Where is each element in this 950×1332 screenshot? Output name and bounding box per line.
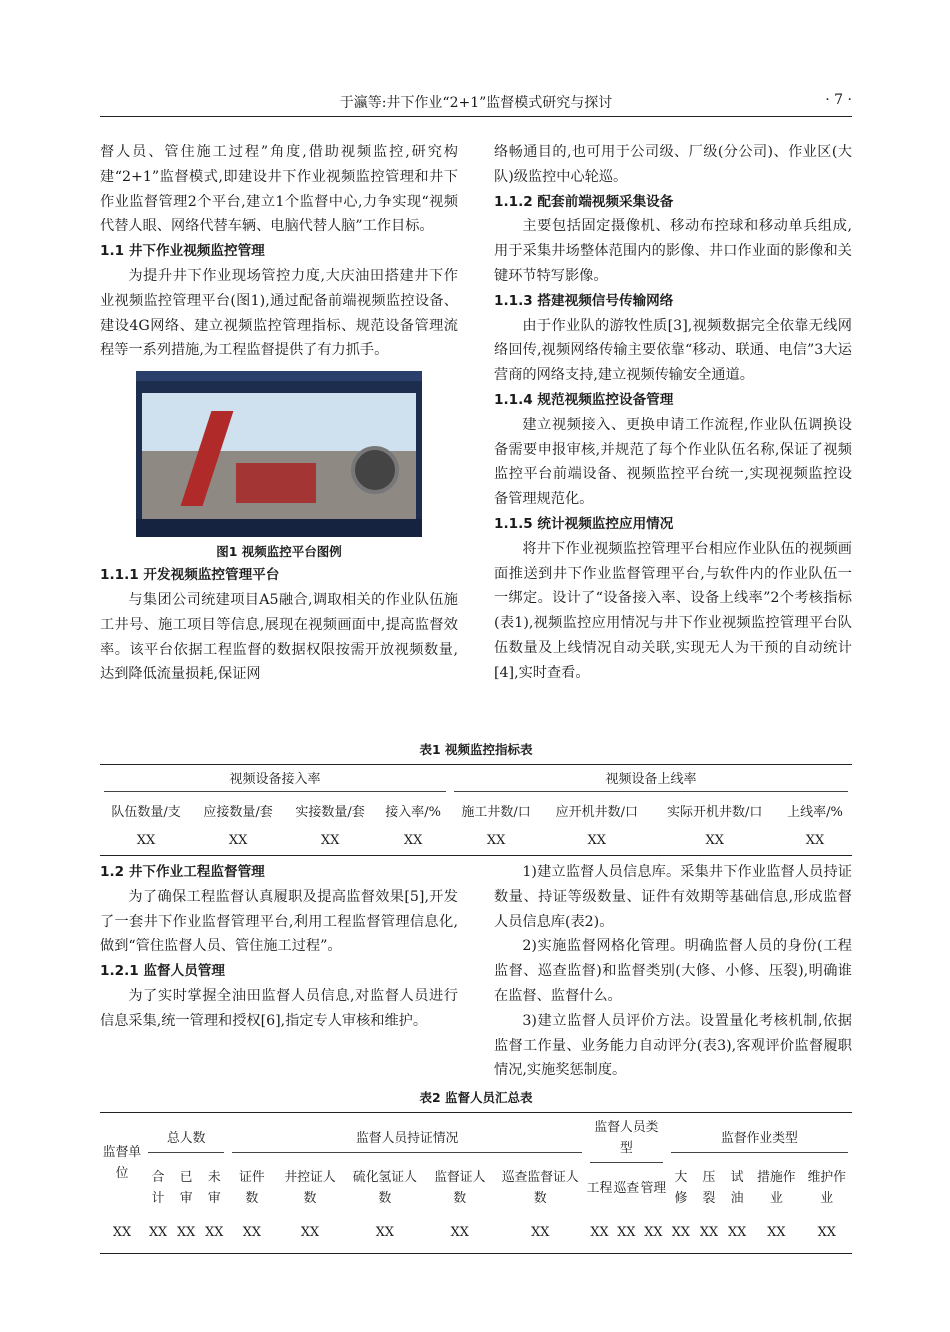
table1-header: 应接数量/套 [203,804,273,820]
table2-group: 总人数 [144,1113,228,1164]
table2-cell: XX [450,1225,469,1241]
table2-unit-header: 监督单位 [102,1145,142,1181]
right-text [494,140,852,686]
table2-header: 已审 [179,1170,193,1206]
left-column [100,140,458,687]
table2-header: 压裂 [702,1170,716,1206]
section-heading: 1.2.1 监督人员管理 [100,963,225,980]
table1-cell: XX [320,832,340,848]
paragraph: 将井下作业视频监控管理平台相应作业队伍的视频画面推送到井下作业监督管理平台,与软件内的作业队伍一一绑定。设计了“设备接入率、设备上线率”2个考核指标(表1),视频监控应用情况与井下作业视频监控管理平台队伍数量及上线情况自动关联,实现无人为干预的自动统计[4],实时查看。 [494,540,852,681]
table2-cell: XX [205,1225,224,1241]
table2-cell: XX [699,1225,719,1241]
table2-cell: XX [671,1225,691,1241]
table1-cell: XX [136,832,156,848]
table2-header: 硫化氢证人数 [352,1170,417,1206]
table2-cell: XX [767,1225,786,1241]
right-column [494,140,852,686]
section-heading: 1.1.3 搭建视频信号传输网络 [494,292,674,309]
paragraph: 为了确保工程监督认真履职及提高监督效果[5],开发了一套井下作业监督管理平台,利用工程监督管理信息化,做到“管住监督人员、管住施工过程”。 [100,888,458,955]
table2-cell: XX [728,1225,747,1241]
table2-cell: XX [590,1225,609,1241]
table2-header: 合计 [151,1170,165,1206]
running-header [100,92,852,117]
paragraph: 3)建立监督人员评价方法。设置量化考核机制,依据监督工作量、业务能力自动评分(表3),客观评价监督履职情况,实施奖惩制度。 [494,1012,852,1079]
paragraph: 与集团公司统建项目A5融合,调取相关的作业队伍施工井号、施工项目等信息,展现在视频画面中,提高监督效率。该平台依据工程监督的数据权限按需开放视频数量,达到降低流量损耗,保证网 [100,591,458,683]
section-heading: 1.1.4 规范视频监控设备管理 [494,391,674,408]
table2-group: 监督作业类型 [667,1113,852,1164]
paragraph: 督人员、管住施工过程”角度,借助视频监控,研究构建“2+1”监督模式,即建设井下作业视频监控管理和井下作业监督管理2个平台,建立1个监督中心,力争实现“视频代替人眼、网络代替车辆、电脑代替人脑”工作目标。 [100,144,458,235]
paragraph: 主要包括固定摄像机、移动布控球和移动单兵组成,用于采集井场整体范围内的影像、井口作业面的影像和关键环节特写影像。 [494,218,852,284]
table1-group: 视频设备接入率 [100,765,450,796]
table2-cell: XX [375,1225,395,1241]
table2-cell: XX [617,1225,636,1241]
table2-header: 试油 [730,1170,744,1206]
table2-header: 维护作业 [807,1170,846,1206]
paragraph: 络畅通目的,也可用于公司级、厂级(分公司)、作业区(大队)级监控中心轮巡。 [494,144,852,185]
table2-header: 井控证人数 [284,1170,336,1206]
running-title: 于瀛等:井下作业“2+1”监督模式研究与探讨 [339,95,613,111]
table2-cell: XX [242,1225,261,1241]
table1-header: 施工井数/口 [461,804,531,820]
table2-header: 证件数 [239,1170,265,1206]
table1-cell: XX [587,832,607,848]
figure-1-image [136,371,422,537]
paragraph: 为提升井下作业现场管控力度,大庆油田搭建井下作业视频监控管理平台(图1),通过配备前端视频监控设备、建设4G网络、建立视频监控管理指标、规范设备管理流程等一系列措施,为工程监督提供了有力抓手。 [100,267,458,359]
table2-header: 巡查 [613,1180,640,1196]
figure-1-caption: 图1 视频监控平台图例 [216,544,342,560]
table2-group: 监督人员类型 [586,1113,667,1164]
table2-cell: XX [644,1225,663,1241]
paragraph: 1)建立监督人员信息库。采集井下作业监督人员持证数量、持证等级数量、证件有效期等基础信息,形成监督人员信息库(表2)。 [494,864,852,930]
figure-cable-reel [351,446,399,494]
table1-header: 实际开机井数/口 [667,804,763,820]
right-text-2 [494,860,852,1083]
table2-header: 监督证人数 [434,1170,486,1206]
section-heading: 1.2 井下作业工程监督管理 [100,864,265,880]
table1-cell: XX [705,832,724,848]
table2-header: 措施作业 [757,1170,796,1206]
table2-cell: XX [531,1225,550,1241]
section-heading: 1.1 井下作业视频监控管理 [100,243,265,260]
section-heading: 1.1.5 统计视频监控应用情况 [494,515,674,532]
table-2-caption: 表2 监督人员汇总表 [419,1090,533,1105]
table-1 [100,764,852,856]
table2-header: 大修 [674,1170,688,1206]
left-bottom-text [100,563,458,687]
table1-header: 上线率/% [787,804,843,820]
figure-toolbar [136,371,422,381]
table2-cell: XX [177,1225,196,1241]
table1-header: 队伍数量/支 [111,804,181,820]
table2-header: 管理 [640,1180,667,1196]
page-number: · 7 · [825,92,852,108]
table2-header: 工程 [586,1180,613,1196]
left-top-text [100,140,458,363]
paragraph: 2)实施监督网格化管理。明确监督人员的身份(工程监督、巡查监督)和监督类别(大修、小修、压裂),明确谁在监督、监督什么。 [494,938,852,1004]
table2-group: 监督人员持证情况 [228,1113,586,1164]
table1-cell: XX [805,832,825,848]
left-text-2 [100,860,458,1034]
table1-group: 视频设备上线率 [450,765,852,796]
paragraph: 建立视频接入、更换申请工作流程,作业队伍调换设备需要申报审核,并规范了每个作业队伍名称,保证了视频监控平台前端设备、视频监控平台统一,实现视频监控设备管理规范化。 [494,416,852,508]
table-1-caption: 表1 视频监控指标表 [419,742,533,757]
table-2 [100,1112,852,1254]
table1-header: 接入率/% [385,804,441,820]
section-heading: 1.1.2 配套前端视频采集设备 [494,193,674,210]
left-column-2 [100,860,458,1034]
table2-cell: XX [817,1225,836,1241]
table1-cell: XX [403,832,423,848]
table1-cell: XX [228,832,248,848]
figure-equipment [236,463,316,503]
table2-cell: XX [300,1225,320,1241]
figure-controls [136,519,422,537]
table1-header: 应开机井数/口 [555,804,638,820]
table2-cell: XX [112,1225,132,1241]
table2-header: 未审 [207,1170,221,1206]
right-column-2 [494,860,852,1083]
table1-cell: XX [486,832,506,848]
paragraph: 由于作业队的游牧性质[3],视频数据完全依靠无线网络回传,视频网络传输主要依靠“移动、联通、电信”3大运营商的网络支持,建立视频传输安全通道。 [494,317,852,384]
figure-sky [142,393,416,451]
paragraph: 为了实时掌握全油田监督人员信息,对监督人员进行信息采集,统一管理和授权[6],指定专人审核和维护。 [100,987,458,1029]
table1-header: 实接数量/套 [295,804,365,820]
section-heading: 1.1.1 开发视频监控管理平台 [100,567,280,584]
table2-cell: XX [148,1225,168,1241]
table2-header: 巡查监督证人数 [501,1170,579,1206]
